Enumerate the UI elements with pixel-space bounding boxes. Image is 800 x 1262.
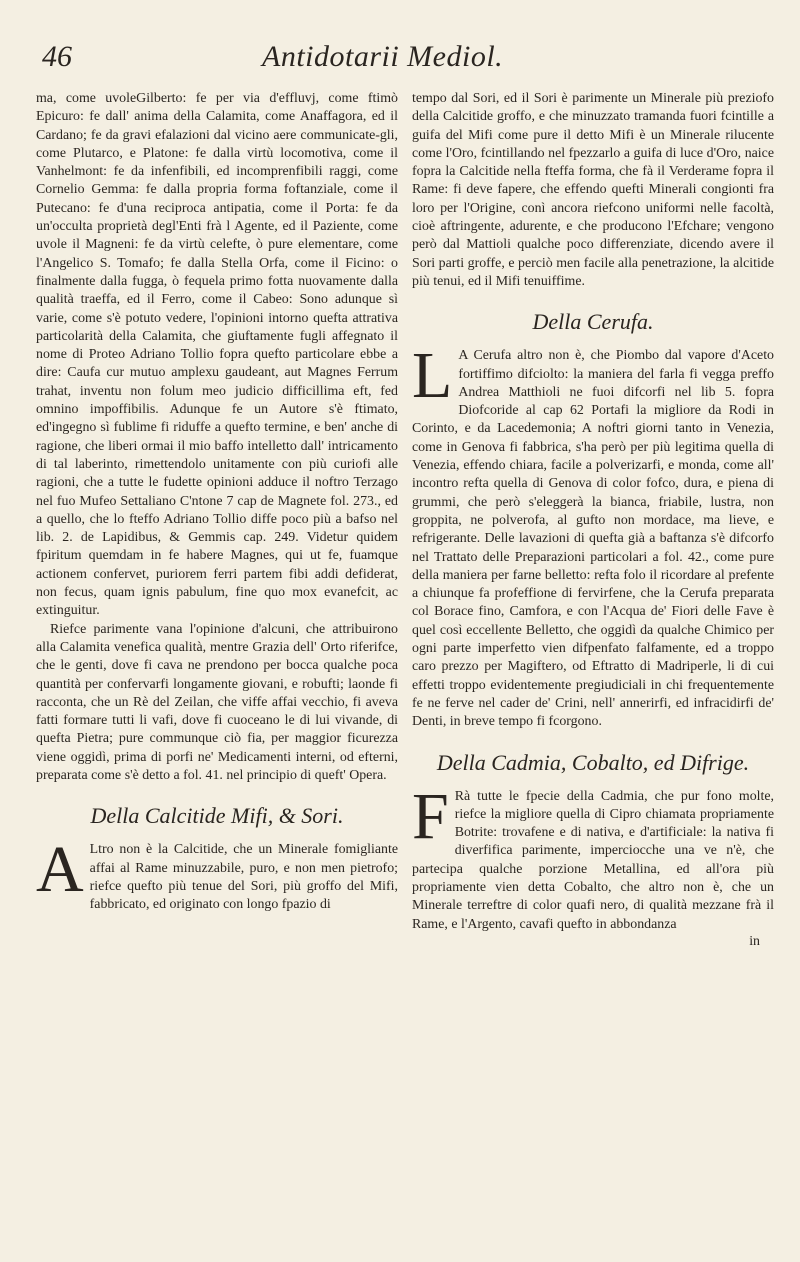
paragraph-calcitide-text: Ltro non è la Calcitide, che un Minerale fomigliante affai al Rame minuzzabile, puro, e non men pietrofo; riefce quefto più tenue del Sori, più groffo del Mifi, fabbricato, ed originato con longo fpazio di (89, 842, 398, 913)
paragraph-magnet-theories: ma, come uvoleGilberto: fe per via d'effluvj, come ftimò Epicuro: fe dall' anima della Calamita, come Anaffagora, ed il Cardano; fe da gravi efalazioni dal vicino aere communicate-gli, come Plutarco, e Platone: fe dalla virtù locomotiva, come il Vanhelmont: fe da infenfibili, ed incomprenfibili raggi, come Cornelio Gemma: fe dalla propria forma foftanziale, come il Putecano: fe d'una reciproca antipatia, come il Porta: fe da un'occulta proprietà degl'Enti frà l Agente, ed il Paziente, come uvole il Magneni: fe da virtù celefte, ò pure elementare, come l'Angelico S. Tomafo; fe dalla Stella Orfa, come il Ficino: o finalmente dalla fugga, ò fequela primo fotta nuovamente dalla qualità traeffa, ed il Ferro, come il Cabeo: Sono adunque sì varie, come s'è potuto vedere, l'opinioni intorno quefta attrativa particolarità della Calamita, che giuftamente fugli affegnato il nome di Proteo Adriano Tollio fopra quefto particolare ebbe a dire: Caufa cur mutuo amplexu gaudeant, aut Magnes Ferrum trahat, inventu non folum meo judicio difficillima eft, fed omnino impoffibilis. Adunque fe un Autore s'è ftimato, ed'ingegno sì fublime fi riduffe a quefto termine, e ben' anche di ragione, che liberi ormai il mio baffo intelletto dall' intricamento di tal laberinto, rimettendolo unitamente con più curiofi alle ragioni, che a tutte le fudette opinioni adduce il noftro Terzago nel fuo Mufeo Settaliano C'ntone 7 cap de Magnete fol. 273., ed a quello, che lo fteffo Adriano Tollio diffe poco più a bafso nel lib. 2. de Lapidibus, & Gemmis cap. 249. Videtur quidem fpiritum quemdam in fe habere Magnes, qui ut fe, fuamque actionem confervet, puriorem ferri partem fibi addi defiderat, non fecus, quam ignis pabulum, fine quo mox evanefcit, ac extinguitur. (36, 91, 398, 619)
page-number: 46 (42, 40, 72, 73)
paragraph-calcitide (36, 833, 398, 914)
paragraph-cadmia (412, 779, 774, 934)
left-column (36, 90, 398, 950)
drop-cap: L (412, 339, 453, 413)
page-header (36, 40, 774, 84)
catchword: in (749, 933, 760, 949)
drop-cap: A (36, 833, 84, 907)
section-heading-calcitide: Della Calcitide Mifi, & Sori. (90, 803, 344, 829)
paragraph-cerusa (412, 339, 774, 731)
section-heading-cadmia: Della Cadmia, Cobalto, ed Difrige. (436, 749, 750, 775)
right-column (412, 90, 774, 950)
paragraph-magnet-venom: Riefce parimente vana l'opinione d'alcuni, che attribuirono alla Calamita venefica qualità, mentre Grazia dell' Orto riferifce, che le genti, dove fi cava ne prendono per bocca qualche poca quantità per confervarfi longamente giovani, e robufti; laonde fi racconta, che un Rè del Zeilan, che viffe affai vecchio, fi aveva fatti formare tutti li vafi, dove fi cuoceano le di lui vivande, di quefta Pietra; pure communque ciò fia, per maggior ficurezza viene oggidì, prima di porfi ne' Medicamenti interni, od efterni, preparata come s'è detto a fol. 41. nel principio di queft' Opera. (36, 621, 398, 783)
running-head: Antidotarii Mediol. (262, 40, 504, 73)
paragraph-cadmia-text: Rà tutte le fpecie della Cadmia, che pur fono molte, riefce la migliore quella di Cipro chiamata propriamente Botrite: trovafene e di nativa, e d'artificiale: la nativa fi diverfifica parimente, imperciocche una ve n'è, che partecipa qualche porzione Metallina, ed all'ora più propriamente vien detta Cobalto, che altro non è, che un Minerale terreftre di color quafi nero, di qualità mezzane frà il Rame, e l'Argento, cavafi quefto in abbondanza (412, 788, 774, 932)
text-columns (36, 90, 774, 950)
section-heading-cerusa: Della Cerufa. (532, 309, 654, 335)
paragraph-cerusa-text: A Cerufa altro non è, che Piombo dal vapore d'Aceto fortiffimo difciolto: la maniera del farla fi vegga preffo Andrea Matthioli ne fuoi difcorfi nel lib 5. fopra Diofcoride al cap 62 Portafi la migliore da Rodi in Corinto, e da Lacedemonia; A noftri giorni tanto in Venezia, come in Genova fi fabbrica, s'ha però per più legitima quella di Venezia, effendo chiara, facile a polverizarfi, e monda, come all' incontro refta quella di Genova di color fofco, dura, e piena di grummi, che però s'eleggerà la bianca, friabile, lustra, non groppita, ne polverofa, al gufto non mordace, ma lieve, e refrigerante. Delle lavazioni di quefta già a baftanza s'è difcorfo nel Trattato delle Preparazioni particolari a fol. 42., come pure della maniera per farne belletto: refta folo il ricordare al prefente a chiunque fa profeffione di fervirfene, che la Cerufa preparata col Borace fino, Camfora, e con l'Acqua de' Fiori delle Fave è quel così eccellente Belletto, che oggidì da qualche Chimico per ogni parte imperfetto vien difpenfato falfamente, ed a troppo caro prezzo per Magiftero, od Eftratto di Madriperle, li di cui effetti troppo evidentemente pregiudiciali in chi frequentemente fe ne ferve nel cader de' Crini, nell' annerirfi, ed infracidirfi de' Denti, in breve tempo fi fcorgono. (412, 348, 774, 730)
drop-cap: F (412, 779, 449, 853)
paragraph-sori-misi: tempo dal Sori, ed il Sori è parimente un Minerale più preziofo della Calcitide groffo, e che minuzzato tramanda fuori fcintille a guifa del Mifi come pure il detto Mifi è un Minerale rilucente come l'Oro, fcintillando nel fpezzarlo a guifa di luce d'Oro, naice fopra la Calcitide nella fteffa forma, che fà il Verderame fopra il Rame: fi deve fapere, che effendo quefti Minerali congionti fra loro per l'Origine, conì ancora riefcono uniformi nelle facoltà, cioè aftringente, adurente, e che producono l'Efchare; vengono però dal Mattioli qualche poco differenziate, dicendo avere il Sori parti groffe, e perciò men facile alla penetrazione, la alcitide più tenui, ed il Mifi tenuiffime. (412, 91, 774, 289)
